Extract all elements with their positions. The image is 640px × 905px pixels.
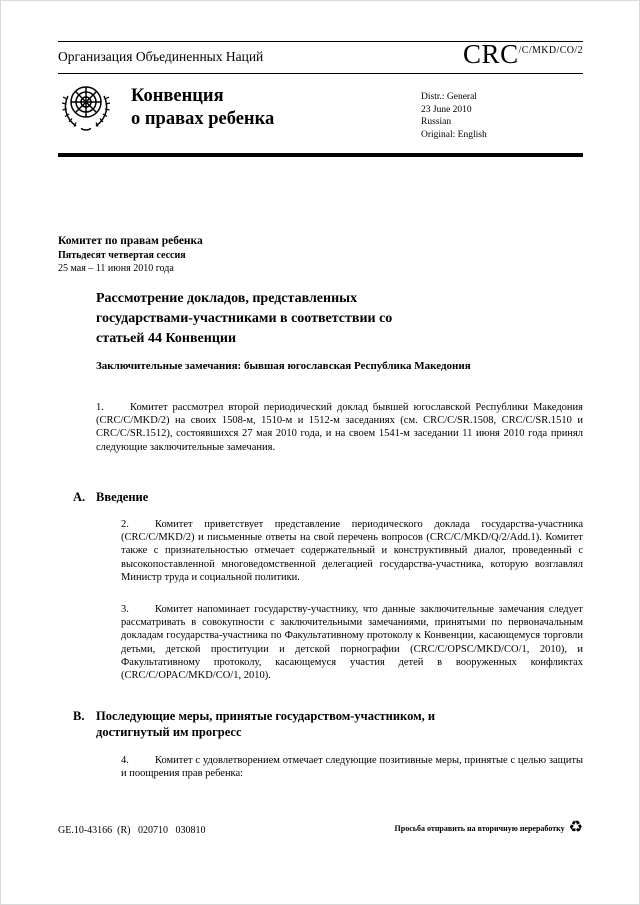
masthead-title-line2: о правах ребенка — [131, 109, 275, 129]
masthead-title — [131, 85, 274, 131]
footer-doc-ref: GE.10-43166 (R) 020710 030810 — [58, 825, 206, 836]
section-a-heading — [73, 490, 464, 506]
distr-date: 23 June 2010 — [421, 104, 472, 115]
paragraph-1 — [96, 401, 583, 454]
committee-name: Комитет по правам ребенка — [58, 235, 203, 247]
masthead-divider — [58, 153, 583, 157]
doc-symbol — [463, 39, 583, 70]
paragraph-3-text: Комитет напоминает государству-участнику, что данные заключительные замечания следует рассматривать в совокупности с заключительными замечаниями, принятыми по первоначальным докладам государства-участника по Факультативному протоколу к Конвенции, касающемуся торговли детьми, детской проституции и детской порнографии (CRC/C/OPSC/MKD/CO/1, 2010), и Факультативному протоколу, касающемуся участия детей в вооруженных конфликтах (CRC/C/OPAC/MKD/CO/1, 2010). — [121, 604, 583, 682]
paragraph-2-text: Комитет приветствует представление периодического доклада государства-участника (CRC/C/MKD/2) и письменные ответы на свой перечень вопросов (CRC/C/MKD/Q/2/Add.1). Комитет также с признательностью отмечает содержательный и конструктивный диалог, проведенный с высокопоставленной многоведомственной делегацией государства-участника, которую возглавлял Министр труда и социальной политики. — [121, 519, 583, 583]
paragraph-1-text: Комитет рассмотрел второй периодический доклад бывшей югославской Республики Македония (CRC/C/MKD/2) на своих 1508-м, 1510-м и 1512-м заседаниях (см. CRC/C/SR.1508, CRC/C/SR.1510 и CRC/C/SR.1512), состоявшихся 27 мая 2010 года, и на своем 1541-м заседании 11 июня 2010 года принял следующие заключительные замечания. — [96, 402, 583, 453]
distr-line: Distr.: General — [421, 92, 477, 102]
committee-block — [58, 235, 203, 274]
paragraph-4-text: Комитет с удовлетворением отмечает следующие позитивные меры, принятые с целью защиты и поощрения прав ребенка: — [121, 755, 583, 780]
document-subtitle: Заключительные замечания: бывшая югославская Республика Македония — [96, 360, 471, 372]
committee-session: Пятьдесят четвертая сессия — [58, 250, 186, 261]
section-a-title: Введение — [96, 490, 149, 504]
distr-language: Russian — [421, 117, 452, 127]
paragraph-4-number: 4. — [121, 755, 129, 766]
recycle-note — [331, 820, 583, 836]
doc-symbol-main: CRC — [463, 39, 519, 69]
distribution-block — [421, 91, 487, 141]
un-emblem-icon — [61, 81, 111, 142]
committee-dates: 25 мая – 11 июня 2010 года — [58, 263, 174, 274]
paragraph-2-number: 2. — [121, 519, 129, 530]
section-b-letter: B. — [73, 709, 85, 723]
paragraph-3-number: 3. — [121, 604, 129, 615]
section-b-title: Последующие меры, принятые государством-участником, и достигнутый им прогресс — [96, 709, 436, 739]
org-name: Организация Объединенных Наций — [58, 49, 264, 64]
recycle-icon: ♻ — [568, 819, 583, 836]
paragraph-4 — [121, 754, 583, 780]
paragraph-3 — [121, 603, 583, 682]
paragraph-1-number: 1. — [96, 402, 104, 413]
recycle-note-text: Просьба отправить на вторичную переработку — [394, 823, 565, 833]
doc-symbol-sub: /C/MKD/CO/2 — [518, 45, 583, 56]
section-b-heading — [73, 709, 464, 740]
masthead-title-line1: Конвенция — [131, 86, 224, 106]
section-a-letter: A. — [73, 490, 86, 504]
header-bottom-rule — [58, 73, 583, 74]
document-title: Рассмотрение докладов, представленных государствами-участниками в соответствии со статьей 44 Конвенции — [96, 291, 393, 346]
distr-original: Original: English — [421, 129, 487, 140]
paragraph-2 — [121, 518, 583, 584]
